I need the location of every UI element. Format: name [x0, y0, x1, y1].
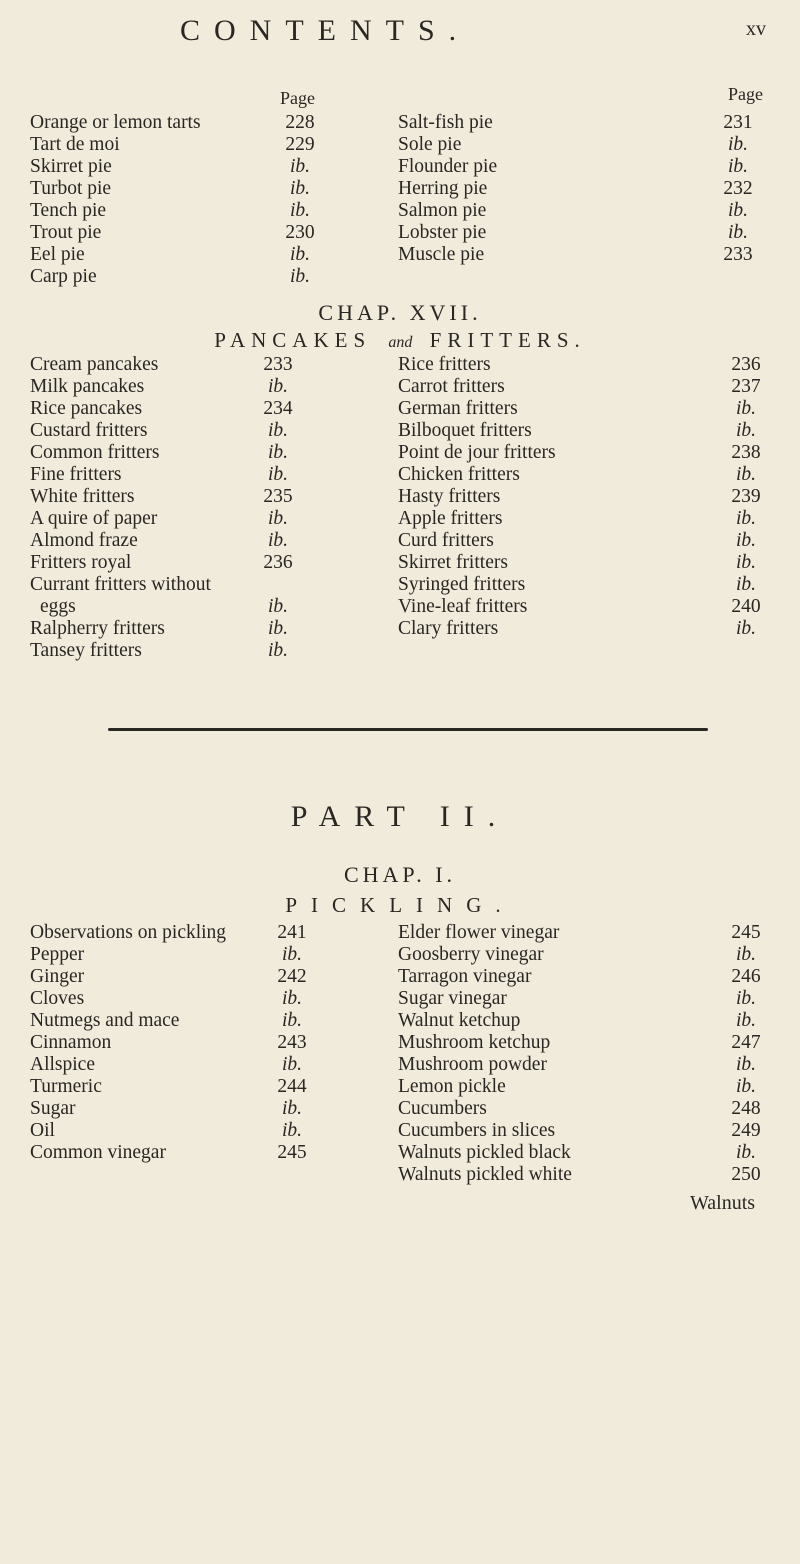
contents-entry	[398, 420, 778, 442]
entry-page-number: 228	[285, 112, 315, 133]
entry-page-number: 233	[263, 354, 293, 375]
entry-title: Lobster pie	[398, 222, 487, 243]
entry-title: Bilboquet fritters	[398, 420, 532, 441]
entry-title: Fritters royal	[30, 552, 132, 573]
part-2-left-column	[30, 922, 370, 1164]
entry-title: Syringed fritters	[398, 574, 526, 595]
entry-title: Trout pie	[30, 222, 102, 243]
entry-page-number: 241	[277, 922, 307, 943]
entry-page-number: 233	[723, 244, 753, 265]
entry-page-number: ib.	[735, 988, 757, 1009]
entry-page-number: 243	[277, 1032, 307, 1053]
entry-title: Skirret fritters	[398, 552, 508, 573]
contents-entry	[398, 1142, 778, 1164]
chapter-17-right-column	[398, 354, 778, 640]
contents-entry	[398, 398, 778, 420]
contents-entry	[398, 1032, 778, 1054]
entry-title: Tarragon vinegar	[398, 966, 532, 987]
contents-entry	[398, 988, 778, 1010]
entry-page-number: 238	[731, 442, 761, 463]
entry-page-number: ib.	[735, 464, 757, 485]
entry-title: Vine-leaf fritters	[398, 596, 528, 617]
top-left-column	[30, 112, 330, 288]
chapter-17-heading: CHAP. XVII.	[318, 300, 482, 325]
contents-entry	[30, 530, 360, 552]
entry-title: Point de jour fritters	[398, 442, 556, 463]
entry-title: Oil	[30, 1120, 55, 1141]
entry-page-number: ib.	[281, 988, 303, 1009]
entry-title: Walnuts pickled white	[398, 1164, 572, 1185]
entry-title: German fritters	[398, 398, 518, 419]
contents-entry	[30, 1010, 370, 1032]
entry-title: Cinnamon	[30, 1032, 112, 1053]
chapter-17-contents	[0, 354, 800, 684]
entry-page-number: ib.	[727, 200, 749, 221]
entry-page-number: ib.	[735, 530, 757, 551]
entry-page-number: ib.	[727, 222, 749, 243]
entry-page-number: 246	[731, 966, 761, 987]
contents-entry	[398, 1076, 778, 1098]
entry-page-number: ib.	[267, 376, 289, 397]
subject-pancakes: PANCAKES	[214, 328, 372, 352]
entry-page-number: ib.	[267, 442, 289, 463]
entry-page-number: 229	[285, 134, 315, 155]
entry-title: Tansey fritters	[30, 640, 142, 661]
entry-title: Observations on pickling	[30, 922, 227, 943]
entry-page-number: ib.	[735, 1054, 757, 1075]
page-column-header-left: Page	[280, 88, 315, 108]
contents-entry	[398, 508, 778, 530]
contents-entry	[30, 244, 330, 266]
entry-title: Cucumbers in slices	[398, 1120, 556, 1141]
entry-title: Muscle pie	[398, 244, 485, 265]
entry-page-number: 232	[723, 178, 753, 199]
contents-entry	[30, 464, 360, 486]
top-right-column	[398, 112, 778, 266]
contents-entry	[398, 442, 778, 464]
entry-page-number: ib.	[289, 244, 311, 265]
entry-page-number: ib.	[267, 530, 289, 551]
entry-page-number: ib.	[281, 1098, 303, 1119]
entry-title: Custard fritters	[30, 420, 148, 441]
entry-title: White fritters	[30, 486, 135, 507]
entry-title: Salmon pie	[398, 200, 487, 221]
entry-page-number: ib.	[281, 1120, 303, 1141]
entry-title: Milk pancakes	[30, 376, 145, 397]
entry-title: Skirret pie	[30, 156, 112, 177]
contents-entry	[30, 574, 360, 596]
entry-title: Sugar vinegar	[398, 988, 507, 1009]
contents-entry	[30, 922, 370, 944]
entry-title: Eel pie	[30, 244, 85, 265]
part-2-chapter-1-heading: CHAP. I.	[343, 862, 457, 887]
entry-page-number: ib.	[267, 420, 289, 441]
entry-title: Elder flower vinegar	[398, 922, 560, 943]
entry-title: Tench pie	[30, 200, 107, 221]
contents-entry	[30, 266, 330, 288]
contents-entry	[398, 922, 778, 944]
part-2-contents	[0, 922, 800, 1222]
contents-entry	[30, 1120, 370, 1142]
contents-entry	[398, 1010, 778, 1032]
contents-entry	[30, 640, 360, 662]
entry-page-number: 239	[731, 486, 761, 507]
contents-entry	[30, 552, 360, 574]
entry-page-number: ib.	[267, 596, 289, 617]
entry-title: Sole pie	[398, 134, 462, 155]
contents-entry	[30, 1054, 370, 1076]
contents-entry	[30, 156, 330, 178]
entry-title: Herring pie	[398, 178, 488, 199]
contents-entry	[30, 354, 360, 376]
top-contents-list	[0, 112, 800, 292]
entry-page-number: 248	[731, 1098, 761, 1119]
contents-entry	[30, 966, 370, 988]
entry-title: Rice pancakes	[30, 398, 143, 419]
entry-title: Carp pie	[30, 266, 97, 287]
entry-title: Cloves	[30, 988, 85, 1009]
entry-page-number: ib.	[267, 640, 289, 661]
entry-title: Fine fritters	[30, 464, 122, 485]
entry-page-number: 249	[731, 1120, 761, 1141]
entry-page-number: 231	[723, 112, 753, 133]
contents-entry	[398, 156, 778, 178]
entry-page-number: 235	[263, 486, 293, 507]
entry-page-number: ib.	[727, 156, 749, 177]
entry-title: Sugar	[30, 1098, 76, 1119]
entry-title: Flounder pie	[398, 156, 498, 177]
contents-entry	[398, 244, 778, 266]
entry-page-number: ib.	[289, 200, 311, 221]
chapter-17-subject	[0, 328, 800, 353]
contents-entry	[30, 1076, 370, 1098]
contents-entry	[398, 112, 778, 134]
contents-entry	[398, 1054, 778, 1076]
contents-entry	[398, 574, 778, 596]
entry-title: Rice fritters	[398, 354, 491, 375]
contents-entry	[398, 1120, 778, 1142]
contents-entry	[30, 596, 360, 618]
entry-page-number: ib.	[289, 178, 311, 199]
entry-page-number: ib.	[735, 1010, 757, 1031]
entry-title: Mushroom powder	[398, 1054, 547, 1075]
part-2-heading: PART II.	[290, 800, 510, 833]
entry-title: Hasty fritters	[398, 486, 501, 507]
entry-page-number: ib.	[727, 134, 749, 155]
contents-entry	[30, 1098, 370, 1120]
contents-entry	[30, 376, 360, 398]
contents-entry	[30, 398, 360, 420]
entry-page-number: ib.	[735, 552, 757, 573]
entry-page-number: ib.	[281, 944, 303, 965]
entry-title: Cucumbers	[398, 1098, 487, 1119]
contents-entry	[398, 376, 778, 398]
subject-and: and	[388, 334, 413, 351]
entry-title: Walnuts pickled black	[398, 1142, 571, 1163]
entry-title: Mushroom ketchup	[398, 1032, 551, 1053]
contents-entry	[30, 508, 360, 530]
entry-page-number: ib.	[735, 1142, 757, 1163]
contents-entry	[398, 1098, 778, 1120]
entry-page-number: ib.	[735, 508, 757, 529]
entry-title: Allspice	[30, 1054, 95, 1075]
contents-entry	[398, 552, 778, 574]
contents-entry	[398, 222, 778, 244]
page-column-header-right: Page	[728, 84, 763, 104]
running-head	[0, 14, 800, 54]
contents-entry	[30, 178, 330, 200]
contents-entry	[30, 112, 330, 134]
contents-entry	[398, 134, 778, 156]
section-divider-rule	[108, 728, 708, 731]
entry-page-number: 242	[277, 966, 307, 987]
running-title: CONTENTS.	[180, 14, 471, 47]
entry-page-number: ib.	[735, 420, 757, 441]
contents-entry	[398, 1164, 778, 1186]
entry-title: Almond fraze	[30, 530, 138, 551]
entry-title: Common fritters	[30, 442, 160, 463]
contents-entry	[398, 596, 778, 618]
contents-entry	[30, 618, 360, 640]
entry-page-number: ib.	[267, 508, 289, 529]
entry-title: Lemon pickle	[398, 1076, 506, 1097]
entry-page-number: ib.	[735, 944, 757, 965]
entry-page-number: ib.	[267, 618, 289, 639]
entry-title: Tart de moi	[30, 134, 120, 155]
entry-page-number: ib.	[267, 464, 289, 485]
entry-page-number: 234	[263, 398, 293, 419]
entry-page-number: 230	[285, 222, 315, 243]
entry-page-number: ib.	[281, 1054, 303, 1075]
entry-title: Currant fritters without	[30, 574, 211, 595]
entry-page-number: ib.	[735, 398, 757, 419]
entry-page-number: ib.	[735, 574, 757, 595]
entry-page-number: ib.	[735, 618, 757, 639]
contents-entry	[30, 1142, 370, 1164]
contents-entry	[30, 420, 360, 442]
contents-entry	[30, 134, 330, 156]
entry-title: Carrot fritters	[398, 376, 505, 397]
contents-entry	[30, 442, 360, 464]
entry-page-number: 237	[731, 376, 761, 397]
contents-entry	[30, 486, 360, 508]
contents-entry	[30, 222, 330, 244]
contents-entry	[30, 200, 330, 222]
entry-page-number: ib.	[289, 156, 311, 177]
entry-page-number: 240	[731, 596, 761, 617]
entry-page-number: ib.	[289, 266, 311, 287]
entry-title: Walnut ketchup	[398, 1010, 521, 1031]
contents-entry	[398, 178, 778, 200]
entry-page-number: 247	[731, 1032, 761, 1053]
contents-entry	[398, 486, 778, 508]
contents-entry	[398, 200, 778, 222]
entry-page-number: 245	[731, 922, 761, 943]
contents-entry	[30, 988, 370, 1010]
contents-entry	[30, 1032, 370, 1054]
catchword: Walnuts	[690, 1192, 756, 1214]
pickling-subject: PICKLING.	[285, 893, 515, 917]
subject-fritters: FRITTERS.	[429, 328, 586, 352]
chapter-17-left-column	[30, 354, 360, 662]
contents-entry	[398, 944, 778, 966]
entry-title: Orange or lemon tarts	[30, 112, 201, 133]
contents-entry	[398, 464, 778, 486]
entry-title: A quire of paper	[30, 508, 158, 529]
entry-title: Salt-fish pie	[398, 112, 493, 133]
contents-entry	[398, 966, 778, 988]
entry-title: Common vinegar	[30, 1142, 166, 1163]
entry-title: Ginger	[30, 966, 85, 987]
entry-title: Cream pancakes	[30, 354, 159, 375]
entry-title: Chicken fritters	[398, 464, 520, 485]
contents-entry	[30, 944, 370, 966]
entry-page-number: ib.	[735, 1076, 757, 1097]
contents-entry	[398, 354, 778, 376]
entry-title: Nutmegs and mace	[30, 1010, 180, 1031]
entry-title: eggs	[40, 596, 76, 617]
entry-title: Turbot pie	[30, 178, 112, 199]
entry-page-number: 236	[263, 552, 293, 573]
entry-page-number: 244	[277, 1076, 307, 1097]
entry-page-number: 250	[731, 1164, 761, 1185]
entry-title: Curd fritters	[398, 530, 494, 551]
entry-title: Apple fritters	[398, 508, 503, 529]
part-2-right-column	[398, 922, 778, 1186]
entry-title: Clary fritters	[398, 618, 499, 639]
entry-title: Ralpherry fritters	[30, 618, 165, 639]
entry-title: Turmeric	[30, 1076, 102, 1097]
entry-page-number: 245	[277, 1142, 307, 1163]
contents-entry	[398, 530, 778, 552]
folio-number: xv	[746, 18, 766, 40]
entry-title: Goosberry vinegar	[398, 944, 544, 965]
entry-page-number: ib.	[281, 1010, 303, 1031]
entry-title: Pepper	[30, 944, 85, 965]
entry-page-number: 236	[731, 354, 761, 375]
contents-entry	[398, 618, 778, 640]
